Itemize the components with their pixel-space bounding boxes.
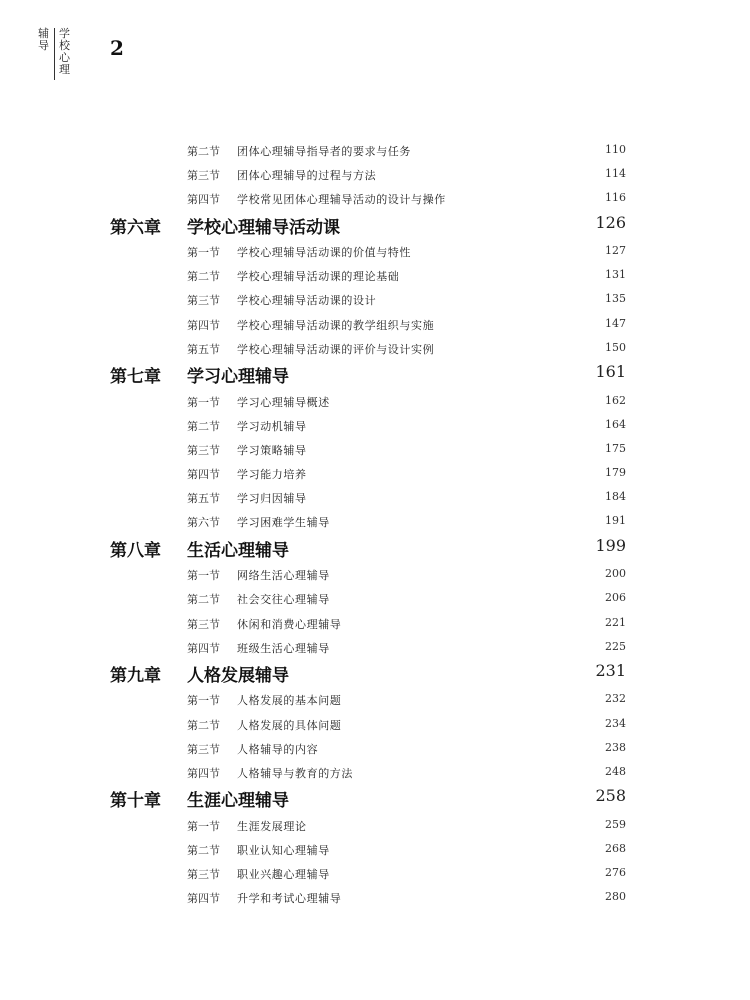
section-title: 学习归因辅导: [237, 492, 307, 506]
section-title: 学校心理辅导活动课的教学组织与实施: [237, 318, 435, 332]
section-page: 179: [605, 466, 626, 480]
section-number: 第三节: [187, 617, 220, 631]
section-page: 110: [605, 143, 626, 156]
section-page: 268: [605, 841, 626, 855]
section-title: 学习困难学生辅导: [237, 516, 330, 530]
section-number: 第三节: [187, 443, 220, 457]
section-page: 200: [605, 567, 626, 581]
section-title: 团体心理辅导指导者的要求与任务: [237, 145, 411, 158]
toc-section-row: [0, 886, 750, 910]
toc-chapter-row: [0, 660, 750, 689]
section-page: 191: [605, 514, 626, 528]
section-page: 238: [605, 740, 626, 754]
chapter-page: 231: [595, 660, 626, 680]
page-number: 2: [110, 36, 124, 60]
section-page: 276: [605, 866, 626, 879]
toc-chapter-row: [0, 361, 750, 390]
section-page: 127: [605, 244, 626, 258]
section-page: 248: [605, 764, 626, 778]
book-label: 学校心理: [59, 27, 70, 76]
section-title: 休闲和消费心理辅导: [237, 617, 342, 631]
toc-section-row: [0, 587, 750, 611]
section-number: 第四节: [187, 318, 220, 332]
chapter-number: 第十章: [110, 791, 161, 812]
chapter-title: 学习心理辅导: [187, 367, 289, 387]
section-page: 225: [605, 639, 626, 653]
section-page: 164: [605, 417, 626, 431]
chapter-page: 126: [595, 212, 626, 232]
toc-section-row: [0, 288, 750, 312]
chapter-number: 第八章: [110, 540, 161, 561]
section-title: 人格辅导与教育的方法: [237, 766, 353, 780]
section-number: 第四节: [187, 193, 220, 207]
section-number: 第二节: [187, 270, 220, 284]
section-number: 第一节: [187, 569, 220, 583]
toc-section-row: [0, 337, 750, 361]
toc-section-row: [0, 838, 750, 862]
toc-chapter-row: [0, 212, 750, 241]
running-head: [38, 28, 72, 74]
toc-section-row: [0, 688, 750, 712]
section-page: 175: [605, 441, 626, 455]
chapter-title: 生涯心理辅导: [187, 791, 289, 812]
section-number: 第一节: [187, 246, 220, 260]
section-title: 学校心理辅导活动课的设计: [237, 294, 377, 308]
section-number: 第五节: [187, 492, 220, 506]
toc-section-row: [0, 737, 750, 761]
toc-section-row: [0, 462, 750, 486]
section-page: 184: [605, 490, 626, 504]
chapter-title: 学校心理辅导活动课: [187, 217, 340, 238]
section-title: 人格发展的具体问题: [237, 718, 342, 732]
section-number: 第二节: [187, 145, 220, 158]
section-number: 第二节: [187, 419, 220, 433]
table-of-contents: [0, 139, 750, 910]
section-number: 第四节: [187, 892, 220, 906]
section-number: 第二节: [187, 718, 220, 732]
section-number: 第三节: [187, 742, 220, 756]
section-page: 147: [605, 316, 626, 330]
toc-section-row: [0, 390, 750, 414]
section-title: 学习动机辅导: [237, 419, 307, 433]
toc-section-row: [0, 139, 750, 163]
section-number: 第二节: [187, 593, 220, 607]
toc-section-row: [0, 862, 750, 886]
toc-section-row: [0, 636, 750, 660]
section-number: 第四节: [187, 468, 220, 482]
section-page: 114: [605, 167, 626, 181]
toc-section-row: [0, 510, 750, 534]
section-title: 网络生活心理辅导: [237, 569, 330, 583]
section-page: 259: [605, 817, 626, 831]
toc-section-row: [0, 187, 750, 211]
section-title: 学习心理辅导概述: [237, 395, 330, 409]
section-title: 职业兴趣心理辅导: [237, 868, 330, 881]
section-number: 第二节: [187, 843, 220, 857]
section-number: 第三节: [187, 294, 220, 308]
section-title: 升学和考试心理辅导: [237, 892, 342, 906]
section-title: 学校常见团体心理辅导活动的设计与操作: [237, 193, 446, 207]
toc-section-row: [0, 240, 750, 264]
chapter-title: 人格发展辅导: [187, 665, 289, 686]
toc-section-row: [0, 713, 750, 737]
toc-section-row: [0, 163, 750, 187]
chapter-page: 199: [595, 535, 626, 555]
toc-section-row: [0, 486, 750, 510]
toc-section-row: [0, 414, 750, 438]
toc-section-row: [0, 612, 750, 636]
section-number: 第四节: [187, 641, 220, 655]
section-page: 206: [605, 591, 626, 605]
toc-section-row: [0, 761, 750, 785]
section-number: 第六节: [187, 516, 220, 530]
chapter-number: 第九章: [110, 665, 161, 686]
section-title: 团体心理辅导的过程与方法: [237, 169, 377, 183]
section-title: 社会交往心理辅导: [237, 593, 330, 607]
toc-section-row: [0, 438, 750, 462]
section-page: 116: [605, 191, 626, 205]
toc-section-row: [0, 313, 750, 337]
section-page: 232: [605, 692, 626, 706]
section-number: 第一节: [187, 694, 220, 708]
section-page: 150: [605, 340, 626, 354]
chapter-number: 第六章: [110, 217, 161, 238]
section-number: 第三节: [187, 169, 220, 183]
toc-chapter-row: [0, 785, 750, 814]
section-number: 第一节: [187, 395, 220, 409]
section-page: 131: [605, 268, 626, 282]
section-page: 135: [605, 292, 626, 306]
section-title: 学校心理辅导活动课的理论基础: [237, 270, 400, 284]
section-number: 第五节: [187, 342, 220, 356]
section-title: 学习策略辅导: [237, 443, 307, 457]
section-page: 162: [605, 393, 626, 407]
header-divider: [54, 28, 55, 80]
section-page: 221: [605, 615, 626, 629]
section-title: 职业认知心理辅导: [237, 843, 330, 857]
chapter-title: 生活心理辅导: [187, 540, 289, 561]
section-page: 234: [605, 716, 626, 730]
toc-section-row: [0, 264, 750, 288]
section-title: 班级生活心理辅导: [237, 641, 330, 655]
section-title: 学校心理辅导活动课的评价与设计实例: [237, 342, 435, 356]
toc-chapter-row: [0, 535, 750, 564]
chapter-page: 161: [595, 362, 626, 381]
section-title: 学习能力培养: [237, 468, 307, 482]
series-label: 辅导: [38, 27, 49, 52]
chapter-number: 第七章: [110, 367, 161, 387]
section-title: 人格发展的基本问题: [237, 694, 342, 708]
section-title: 学校心理辅导活动课的价值与特性: [237, 246, 411, 260]
section-number: 第四节: [187, 766, 220, 780]
toc-section-row: [0, 814, 750, 838]
section-number: 第一节: [187, 819, 220, 833]
section-number: 第三节: [187, 868, 220, 881]
chapter-page: 258: [595, 786, 626, 806]
section-page: 280: [605, 890, 626, 904]
section-title: 人格辅导的内容: [237, 742, 319, 756]
toc-section-row: [0, 563, 750, 587]
section-title: 生涯发展理论: [237, 819, 307, 833]
